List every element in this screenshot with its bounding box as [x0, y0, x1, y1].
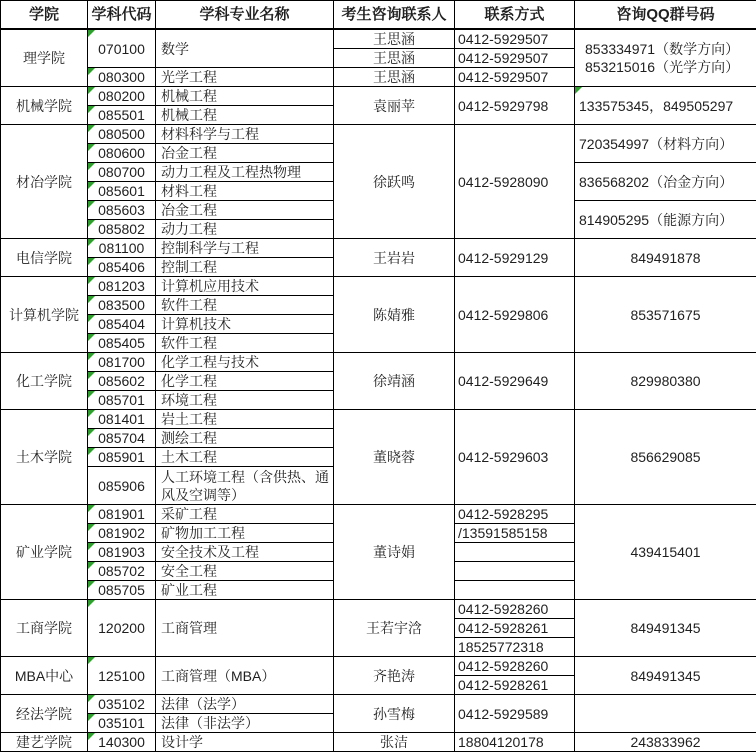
error-indicator-icon [88, 239, 95, 246]
subject-code: 085701 [98, 392, 145, 408]
phone-cell: 0412-5928295 [455, 505, 575, 524]
header-qq-group: 咨询QQ群号码 [575, 1, 756, 30]
header-contact-method: 联系方式 [455, 1, 575, 30]
contact-person-cell: 徐跃鸣 [334, 125, 455, 239]
error-indicator-icon [88, 657, 95, 664]
subject-code-cell [88, 353, 156, 372]
subject-name-cell: 冶金工程 [156, 201, 334, 220]
subject-code-cell [88, 429, 156, 448]
phone-cell [455, 581, 575, 600]
subject-code-cell [88, 391, 156, 410]
subject-name-cell: 安全技术及工程 [156, 543, 334, 562]
subject-code-cell [88, 581, 156, 600]
contact-person-cell: 王岩岩 [334, 239, 455, 277]
subject-code-cell [88, 296, 156, 315]
subject-code: 080700 [98, 164, 145, 180]
qq-group-cell: 243833962 [575, 733, 756, 752]
table-row [1, 733, 756, 752]
subject-code: 120200 [98, 620, 145, 636]
phone-cell: 0412-5929507 [455, 49, 575, 68]
error-indicator-icon [88, 733, 95, 740]
subject-code-cell [88, 163, 156, 182]
qq-group-line: 853334971（数学方向） [585, 40, 756, 58]
subject-code: 035101 [98, 715, 145, 731]
subject-name-cell: 控制工程 [156, 258, 334, 277]
college-cell: 理学院 [1, 29, 88, 87]
subject-name-cell: 土木工程 [156, 448, 334, 467]
phone-cell: 0412-5929589 [455, 695, 575, 733]
qq-group-cell: 849491345 [575, 600, 756, 657]
error-indicator-icon [88, 391, 95, 398]
qq-group-cell: 814905295（能源方向） [575, 201, 756, 239]
qq-group-cell: 856629085 [575, 410, 756, 505]
error-indicator-icon [88, 144, 95, 151]
college-cell: 机械学院 [1, 87, 88, 125]
error-indicator-icon [88, 87, 95, 94]
qq-group-cell: 853571675 [575, 277, 756, 353]
subject-name-cell: 计算机应用技术 [156, 277, 334, 296]
subject-code: 085704 [98, 430, 145, 446]
phone-cell [455, 562, 575, 581]
subject-code: 070100 [98, 41, 145, 57]
subject-code-cell [88, 695, 156, 714]
qq-group-cell: 836568202（冶金方向） [575, 163, 756, 201]
table-row [1, 695, 756, 714]
subject-code-cell [88, 68, 156, 87]
error-indicator-icon [88, 334, 95, 341]
subject-name-cell: 环境工程 [156, 391, 334, 410]
subject-name-cell: 采矿工程 [156, 505, 334, 524]
phone-cell: 0412-5929806 [455, 277, 575, 353]
table-row [1, 239, 756, 258]
subject-code-cell [88, 657, 156, 695]
phone-cell: 0412-5929798 [455, 87, 575, 125]
subject-name-cell: 数学 [156, 29, 334, 68]
subject-code: 085406 [98, 259, 145, 275]
qq-group-line: 853215016（光学方向） [585, 58, 756, 76]
phone-cell: 0412-5928090 [455, 125, 575, 239]
subject-code-cell [88, 258, 156, 277]
subject-name-cell: 化学工程 [156, 372, 334, 391]
phone-cell: 0412-5928261 [455, 676, 575, 695]
error-indicator-icon [88, 106, 95, 113]
error-indicator-icon [88, 277, 95, 284]
subject-code-cell [88, 467, 156, 505]
subject-name-cell: 材料科学与工程 [156, 125, 334, 144]
error-indicator-icon [88, 258, 95, 265]
subject-name-cell: 材料工程 [156, 182, 334, 201]
error-indicator-icon [88, 201, 95, 208]
subject-code: 085602 [98, 373, 145, 389]
subject-code-cell [88, 220, 156, 239]
subject-name-cell: 机械工程 [156, 106, 334, 125]
error-indicator-icon [88, 562, 95, 569]
college-cell: 建艺学院 [1, 733, 88, 752]
error-indicator-icon [88, 68, 95, 75]
phone-cell: 0412-5928260 [455, 657, 575, 676]
table-row [1, 353, 756, 372]
contact-person-cell: 王思涵 [334, 68, 455, 87]
phone-cell: 0412-5928261 [455, 619, 575, 638]
subject-name-cell: 动力工程 [156, 220, 334, 239]
subject-code-cell [88, 125, 156, 144]
table-row [1, 600, 756, 619]
subject-code-cell [88, 277, 156, 296]
qq-group-cell [575, 87, 756, 125]
subject-name-cell: 化学工程与技术 [156, 353, 334, 372]
contact-person-cell: 陈婧雅 [334, 277, 455, 353]
subject-code: 081100 [99, 240, 145, 256]
error-indicator-icon [88, 315, 95, 322]
contact-person-cell: 袁丽苹 [334, 87, 455, 125]
subject-code-cell [88, 106, 156, 125]
error-indicator-icon [575, 87, 582, 94]
college-cell: 工商学院 [1, 600, 88, 657]
error-indicator-icon [88, 372, 95, 379]
subject-name-cell: 安全工程 [156, 562, 334, 581]
subject-code-cell [88, 144, 156, 163]
phone-cell [455, 543, 575, 562]
contact-person-cell: 孙雪梅 [334, 695, 455, 733]
subject-name-cell: 法律（法学） [156, 695, 334, 714]
subject-name-cell: 工商管理（MBA） [156, 657, 334, 695]
subject-name-cell: 冶金工程 [156, 144, 334, 163]
subject-code: 085603 [98, 202, 145, 218]
contact-person-cell: 王若宇浛 [334, 600, 455, 657]
qq-group-cell: 439415401 [575, 505, 756, 600]
subject-name-cell: 人工环境工程（含供热、通风及空调等） [156, 467, 334, 505]
college-cell: 电信学院 [1, 239, 88, 277]
header-row [1, 1, 756, 30]
subject-name-cell: 机械工程 [156, 87, 334, 106]
error-indicator-icon [88, 524, 95, 531]
subject-name-cell: 光学工程 [156, 68, 334, 87]
qq-group-cell: 849491345 [575, 657, 756, 695]
subject-code: 085901 [98, 449, 145, 465]
subject-code-cell [88, 410, 156, 429]
error-indicator-icon [88, 220, 95, 227]
subject-code: 081401 [98, 411, 145, 427]
subject-code-cell [88, 600, 156, 657]
college-cell: 计算机学院 [1, 277, 88, 353]
subject-code: 081700 [98, 354, 145, 370]
subject-code-cell [88, 334, 156, 353]
header-subject-code: 学科代码 [88, 1, 156, 30]
qq-group-number: 133575345，849505297 [579, 98, 733, 114]
subject-code-cell [88, 543, 156, 562]
contact-person-cell: 董晓蓉 [334, 410, 455, 505]
college-cell: 经法学院 [1, 695, 88, 733]
subject-name-cell: 工商管理 [156, 600, 334, 657]
college-cell: MBA中心 [1, 657, 88, 695]
subject-name-cell: 软件工程 [156, 334, 334, 353]
contact-person-cell: 董诗娟 [334, 505, 455, 600]
error-indicator-icon [88, 296, 95, 303]
table-row [1, 505, 756, 524]
subject-code: 080600 [98, 145, 145, 161]
subject-code: 085601 [98, 183, 145, 199]
error-indicator-icon [88, 600, 95, 607]
contact-person-cell: 徐靖涵 [334, 353, 455, 410]
phone-cell: 0412-5929603 [455, 410, 575, 505]
college-cell: 土木学院 [1, 410, 88, 505]
header-college: 学院 [1, 1, 88, 30]
error-indicator-icon [88, 182, 95, 189]
error-indicator-icon [88, 163, 95, 170]
subject-code-cell [88, 524, 156, 543]
qq-group-cell: 720354997（材料方向） [575, 125, 756, 163]
contact-person-cell: 齐艳涛 [334, 657, 455, 695]
subject-code-cell [88, 505, 156, 524]
subject-code-cell [88, 201, 156, 220]
subject-code: 035102 [98, 696, 145, 712]
subject-code: 085802 [98, 221, 145, 237]
subject-code: 085404 [98, 316, 145, 332]
table-row [1, 125, 756, 144]
subject-code-cell [88, 448, 156, 467]
subject-code: 080200 [98, 88, 145, 104]
subject-name-cell: 软件工程 [156, 296, 334, 315]
subject-name-cell: 动力工程及工程热物理 [156, 163, 334, 182]
subject-code: 081901 [98, 506, 145, 522]
error-indicator-icon [88, 448, 95, 455]
qq-group-cell [575, 29, 756, 87]
error-indicator-icon [88, 125, 95, 132]
error-indicator-icon [88, 410, 95, 417]
subject-code: 081203 [98, 278, 145, 294]
table-row [1, 277, 756, 296]
phone-cell: 0412-5928260 [455, 600, 575, 619]
error-indicator-icon [88, 695, 95, 702]
subject-code: 085705 [98, 582, 145, 598]
table-row [1, 29, 756, 49]
subject-code: 081902 [98, 525, 145, 541]
subject-code: 085405 [98, 335, 145, 351]
phone-cell: 18525772318 [455, 638, 575, 657]
subject-name-cell: 岩土工程 [156, 410, 334, 429]
contact-person-cell: 王思涵 [334, 49, 455, 68]
college-cell: 矿业学院 [1, 505, 88, 600]
phone-cell: /13591585158 [455, 524, 575, 543]
subject-name-cell: 矿物加工工程 [156, 524, 334, 543]
qq-group-cell [575, 695, 756, 733]
phone-cell: 0412-5929507 [455, 68, 575, 87]
subject-code: 140300 [98, 734, 145, 750]
error-indicator-icon [88, 543, 95, 550]
subject-code-cell [88, 733, 156, 752]
college-cell: 材冶学院 [1, 125, 88, 239]
subject-code-cell [88, 714, 156, 733]
subject-code-cell [88, 29, 156, 68]
qq-group-cell: 849491878 [575, 239, 756, 277]
subject-name-cell: 矿业工程 [156, 581, 334, 600]
subject-code: 085906 [98, 478, 145, 494]
college-cell: 化工学院 [1, 353, 88, 410]
table-row [1, 657, 756, 676]
phone-cell: 0412-5929129 [455, 239, 575, 277]
subject-code-cell [88, 182, 156, 201]
table-row [1, 87, 756, 106]
phone-cell: 0412-5929649 [455, 353, 575, 410]
subject-code: 083500 [98, 297, 145, 313]
subject-code: 081903 [98, 544, 145, 560]
subject-code-cell [88, 562, 156, 581]
subject-code: 080300 [98, 69, 145, 85]
subject-name-cell: 控制科学与工程 [156, 239, 334, 258]
subject-code: 085702 [98, 563, 145, 579]
error-indicator-icon [88, 581, 95, 588]
subject-code-cell [88, 239, 156, 258]
subject-code: 085501 [98, 107, 145, 123]
subject-name-cell: 测绘工程 [156, 429, 334, 448]
subject-name-cell: 设计学 [156, 733, 334, 752]
error-indicator-icon [88, 505, 95, 512]
subject-code-cell [88, 372, 156, 391]
error-indicator-icon [88, 429, 95, 436]
subject-code-cell [88, 87, 156, 106]
qq-group-cell: 829980380 [575, 353, 756, 410]
subject-name-cell: 法律（非法学） [156, 714, 334, 733]
error-indicator-icon [88, 353, 95, 360]
subject-code: 125100 [98, 668, 145, 684]
contact-person-cell: 王思涵 [334, 29, 455, 49]
subject-code-cell [88, 315, 156, 334]
table-row [1, 410, 756, 429]
phone-cell: 0412-5929507 [455, 29, 575, 49]
error-indicator-icon [88, 714, 95, 721]
header-contact-person: 考生咨询联系人 [334, 1, 455, 30]
header-subject-name: 学科专业名称 [156, 1, 334, 30]
subject-name-cell: 计算机技术 [156, 315, 334, 334]
error-indicator-icon [88, 30, 95, 37]
subject-code: 080500 [98, 126, 145, 142]
phone-cell: 18804120178 [455, 733, 575, 752]
contact-person-cell: 张洁 [334, 733, 455, 752]
